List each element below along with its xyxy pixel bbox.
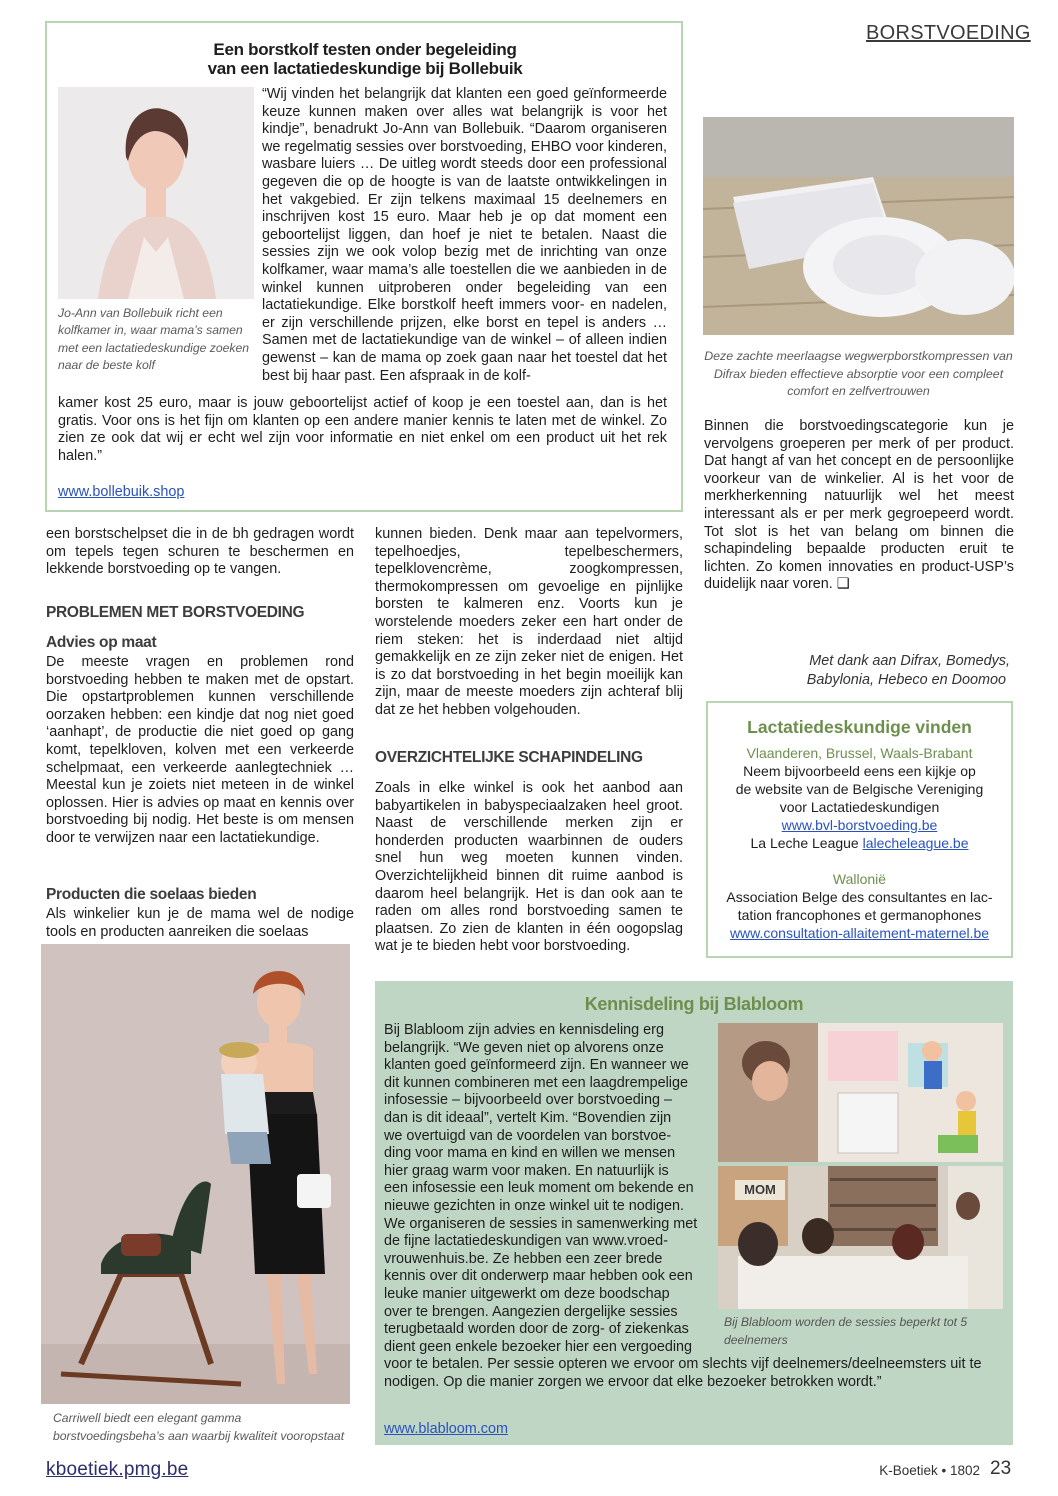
footer-page-number: 23: [990, 1458, 1012, 1479]
col1-subheading-producten: Producten die soelaas bieden: [46, 886, 257, 903]
lactatie-line-4: [712, 834, 1007, 852]
blabloom-line: hier graag warm voor maken. En natuurlijk is: [384, 1162, 669, 1179]
blabloom-line: kennis over dit onderwerp maar hebben ook een: [384, 1268, 693, 1285]
top-right-body: [704, 418, 1014, 594]
blabloom-line: een infosessie een leuk moment om bekende en: [384, 1180, 694, 1197]
blabloom-line: over te brengen. Aangezien dergelijke sessies: [384, 1303, 678, 1320]
blabloom-body: [384, 1022, 714, 1356]
lactatie-region-flanders: Vlaanderen, Brussel, Waals-Brabant: [746, 745, 973, 761]
lactatie-line-6: tation francophones et germanophones: [737, 907, 982, 923]
lactatie-box-content: [712, 716, 1007, 942]
lactatie-line-2: de website van de Belgische Vereniging: [735, 781, 984, 797]
jo-ann-photo-caption: Jo-Ann van Bollebuik richt een kolfkamer in, waar mama’s samen met een lactatiedeskundige zoeken naar de beste kolf: [58, 306, 250, 372]
blabloom-line: leuke manier uitgewerkt om deze boodschap: [384, 1285, 670, 1302]
leche-league-label: La Leche League: [750, 835, 863, 851]
blabloom-line: vrouwenhuis.be. Ze hebben een zeer brede: [384, 1250, 663, 1267]
bollebuik-link[interactable]: www.bollebuik.shop: [58, 484, 185, 500]
blabloom-photo-caption: Bij Blabloom worden de sessies beperkt tot 5 deelnemers: [724, 1315, 968, 1347]
blabloom-line: dit kunnen combineren met een laagdrempelige: [384, 1074, 688, 1091]
thanks-line-2: Babylonia, Hebeco en Doomoo: [806, 672, 1006, 688]
blabloom-line: terugbetaald worden door de zorg- of ziekenkas: [384, 1321, 689, 1338]
blabloom-title: Kennisdeling bij Blabloom: [584, 994, 804, 1014]
blabloom-line: Bij Blabloom zijn advies en kennisdeling erg: [384, 1022, 664, 1038]
blabloom-line: de fijne lactatiedeskundigen van www.vroed-: [384, 1233, 668, 1250]
blabloom-link[interactable]: www.blabloom.com: [384, 1421, 508, 1437]
bollebuik-title-line2: van een lactatiedeskundige bij Bollebuik: [207, 59, 523, 78]
top-right-body-text: Binnen die borstvoedingscategorie kun je vervolgens groeperen per merk of per product. Dat hangt af van het concept en de persoonlijke voorkeur van de winkelier. Al is het voor de merkherkenning natuurlijk wel het meest interessant als er per merk gegroepeerd wordt. Tot slot is het van belang om binnen die schapindeling bepaalde producten eruit te lichten. Zo komen innovaties en product-USP’s duidelijk naar voren.: [704, 418, 1014, 593]
lactatie-title: Lactatiedeskundige vinden: [747, 717, 972, 737]
nursing-pads-caption: Deze zachte meerlaagse wegwerpborstkompressen van Difrax bieden effectieve absorptie voor een compleet comfort en zelfvertrouwen: [704, 349, 1013, 398]
bollebuik-quote-top: “Wij vinden het belangrijk dat klanten een goed geïnformeerde keuze kunnen maken over alles wat belangrijk is voor het kindje”, benadrukt Jo-Ann van Bollebuik. “Daarom organiseren we regelmatig sessies over borstvoeding, EHBO voor kinderen, wasbare luiers … De uitleg wordt steeds door een professional gegeven die op de hoogte is van de laatste ontwikkelingen in het vakgebied. Er zijn telkens maximaal 15 deelnemers en inschrijven kost 15 euro. Maar heb je op dat moment een geboortelijst liggen, dan hoef je niet te betalen. Naast die sessies zijn we ook volop bezig met de inrichting van onze kolfkamer, waar mama’s alle toestellen die we aanbieden in de winkel kunnen uitproberen onder begeleiding van een lactatiekundige. Elke borstkolf heeft immers voor- en nadelen, er zijn verschillende prijzen, elke borst en tepel is anders … Samen met de lactatiekundige van de winkel – of alleen indien gewenst – kan de mama op zoek gaan naar het toestel dat het best bij haar past. Een afspraak in de kolf-: [262, 86, 667, 384]
col1-intro: een borstschelpset die in de bh gedragen wordt om tepels tegen schuren te beschermen en lekkende borstvoeding op te vangen.: [46, 526, 354, 578]
jo-ann-portrait-photo: [58, 87, 254, 299]
mom-sign: MOM: [735, 1180, 785, 1200]
end-mark-icon: ❑: [836, 576, 850, 593]
lactatie-line-3: voor Lactatiedeskundigen: [779, 799, 940, 815]
thanks-note: [740, 652, 1010, 690]
allaitement-link[interactable]: www.consultation-allaitement-maternel.be: [729, 925, 990, 941]
blabloom-line: ding voor mama en kind en willen we mensen: [384, 1145, 676, 1162]
blabloom-line: nieuwe gezichten in onze winkel uit te nodigen.: [384, 1197, 685, 1214]
lactatie-region-wallonia: Wallonië: [832, 871, 887, 887]
section-header: BORSTVOEDING: [866, 22, 1031, 44]
bollebuik-title: [100, 40, 630, 78]
blabloom-line: We organiseren de sessies in samenwerking met: [384, 1215, 698, 1232]
nursing-pads-photo: [703, 117, 1014, 335]
carriwell-caption: Carriwell biedt een elegant gamma borstvoedingsbeha’s aan waarbij kwaliteit vooropstaat: [53, 1411, 345, 1443]
leche-league-link[interactable]: lalecheleague.be: [862, 835, 969, 851]
bvl-link[interactable]: www.bvl-borstvoeding.be: [781, 817, 938, 833]
bollebuik-quote-bottom: kamer kost 25 euro, maar is jouw geboortelijst actief of koop je een toestel aan, dan is het gratis. Voor ons is het fijn om klanten op een andere manier kennis te laten met de winkel. Zo zien ze ook dat wij er echt wel zijn voor informatie en niet enkel om een product uit het rek halen.”: [58, 395, 667, 464]
blabloom-line: we overtuigd van de voordelen van borstvoe-: [384, 1127, 672, 1144]
blabloom-body-tail: voor te betalen. Per sessie opteren we ervoor om slechts vijf deelnemers/deelneemsters uit te nodigen. Op die manier zorgen we ervoor dat elke bezoeker betrokken wordt.”: [384, 1356, 982, 1390]
thanks-line-1: Met dank aan Difrax, Bomedys,: [809, 653, 1010, 669]
col2-para1: kunnen bieden. Denk maar aan tepelvormers, tepelhoedjes, tepelbeschermers, tepelklovencrème, zoogkompressen, thermokompressen om gevoelige en pijnlijke borsten te kalmeren enz. Voorts kun je worstelende moeders zeker een hart onder de riem steken: het is inderdaad niet altijd gemakkelijk en ze zijn zeker niet de enigen. Het is zo dat borstvoeding in het begin moeilijk kan zijn, maar de meeste moeders zijn achteraf blij dat ze het hebben volgehouden.: [375, 526, 683, 718]
footer-issue: K-Boetiek • 1802: [879, 1463, 980, 1478]
col2-heading: OVERZICHTELIJKE SCHAPINDELING: [375, 749, 643, 766]
blabloom-line: belangrijk. “We geven niet op alvorens onze: [384, 1039, 664, 1056]
blabloom-line: dient geen enkele bezoeker hier een vergoeding: [384, 1338, 693, 1355]
col1-heading: PROBLEMEN MET BORSTVOEDING: [46, 604, 305, 621]
blabloom-photo-top: [718, 1023, 1003, 1162]
blabloom-line: klanten goed geïnformeerd zijn. En wanneer we: [384, 1057, 689, 1074]
col1-para-advies: De meeste vragen en problemen rond borstvoeding hebben te maken met de opstart. Die opstartproblemen kunnen verschillende oorzaken hebben: een kindje dat nog niet goed ‘aanhapt’, de productie die niet goed op gang komt, tepelkloven, kolven met een verkeerde schelpmaat, een verkeerde aanlegtechniek … Meestal kun je zoiets niet meteen in de winkel oplossen. Hier is advies op maat en kennis over borstvoeding bij nodig. Het beste is om mensen door te verwijzen naar een lactatiekundige.: [46, 654, 354, 846]
lactatie-line-1: Neem bijvoorbeeld eens een kijkje op: [743, 763, 976, 779]
col2-para2: Zoals in elke winkel is ook het aanbod aan babyartikelen in babyspeciaalzaken heel groot. Naast de verschillende merken zijn er honderden producten waarbinnen de ouders snel hun weg moeten kunnen vinden. Overzichtelijkheid binnen dit ruime aanbod is daarom heel belangrijk. Het is dan ook aan te raden om alles rond borstvoeding samen te plaatsen. Zo zien de klanten in één oogopslag wat je te bieden hebt voor borstvoeding.: [375, 780, 683, 955]
blabloom-line: dan is dit ideaal”, vertelt Kim. “Bovendien zijn: [384, 1109, 672, 1126]
col1-subheading-advies: Advies op maat: [46, 634, 157, 651]
footer-site[interactable]: kboetiek.pmg.be: [46, 1459, 189, 1480]
lactatie-line-5: Association Belge des consultantes en lac-: [726, 889, 993, 905]
blabloom-line: infosessie – bijvoorbeeld over borstvoeding –: [384, 1092, 672, 1109]
col1-para-producten: Als winkelier kun je de mama wel de nodige tools en producten aanreiken die soelaas: [46, 906, 354, 940]
bollebuik-title-line1: Een borstkolf testen onder begeleiding: [213, 40, 517, 59]
carriwell-photo: [41, 944, 350, 1404]
